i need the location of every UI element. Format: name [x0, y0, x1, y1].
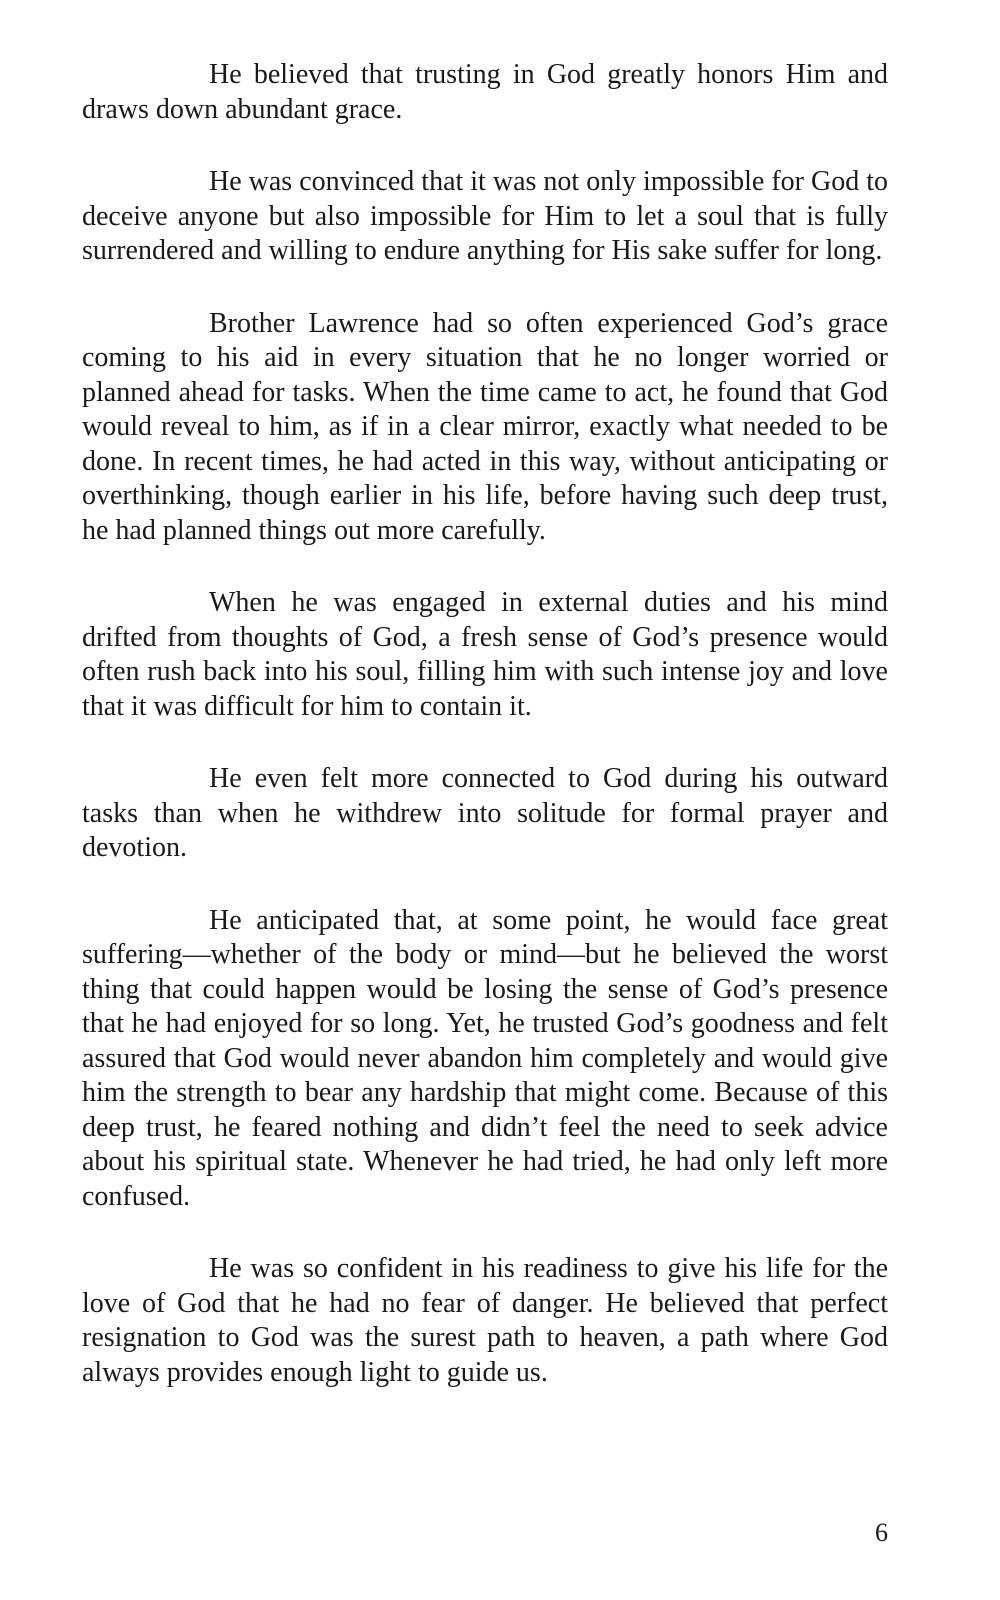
paragraph-grace-in-every-situation: Brother Lawrence had so often experienced God’s grace coming to his aid in every situation that he no longer worried or planned ahead for tasks. When the time came to act, he found that God would reveal to him, as if in a clear mirror, exactly what needed to be done. In recent times, he had acted in this way, without anticipating or overthinking, though earlier in his life, before having such deep trust, he had planned things out more carefully. [82, 307, 888, 546]
paragraph-perfect-resignation: He was so confident in his readiness to give his life for the love of God that he had no fear of danger. He believed that perfect resignation to God was the surest path to heaven, a path where God always provides enough light to guide us. [82, 1253, 888, 1388]
page-number: 6 [875, 1518, 888, 1547]
paragraph-outward-tasks: He even felt more connected to God during his outward tasks than when he withdrew into solitude for formal prayer and devotion. [82, 763, 888, 863]
paragraph-anticipated-suffering: He anticipated that, at some point, he would face great suffering—whether of the body or mind—but he believed the worst thing that could happen would be losing the sense of God’s presence that he had enjoyed for so long. Yet, he trusted God’s goodness and felt assured that God would never abandon him completely and would give him the strength to bear any hardship that might come. Because of this deep trust, he feared nothing and didn’t feel the need to seek advice about his spiritual state. Whenever he had tried, he had only left more confused. [82, 904, 888, 1212]
paragraph-external-duties: When he was engaged in external duties and his mind drifted from thoughts of God, a fresh sense of God’s presence would often rush back into his soul, filling him with such intense joy and love that it was difficult for him to contain it. [82, 587, 888, 722]
paragraph-trust-honors-god: He believed that trusting in God greatly honors Him and draws down abundant grace. [82, 59, 888, 125]
paragraph-god-cannot-deceive: He was convinced that it was not only impossible for God to deceive anyone but also impossible for Him to let a soul that is fully surrendered and willing to endure anything for His sake suffer for long. [82, 166, 888, 266]
document-body [82, 58, 888, 1428]
